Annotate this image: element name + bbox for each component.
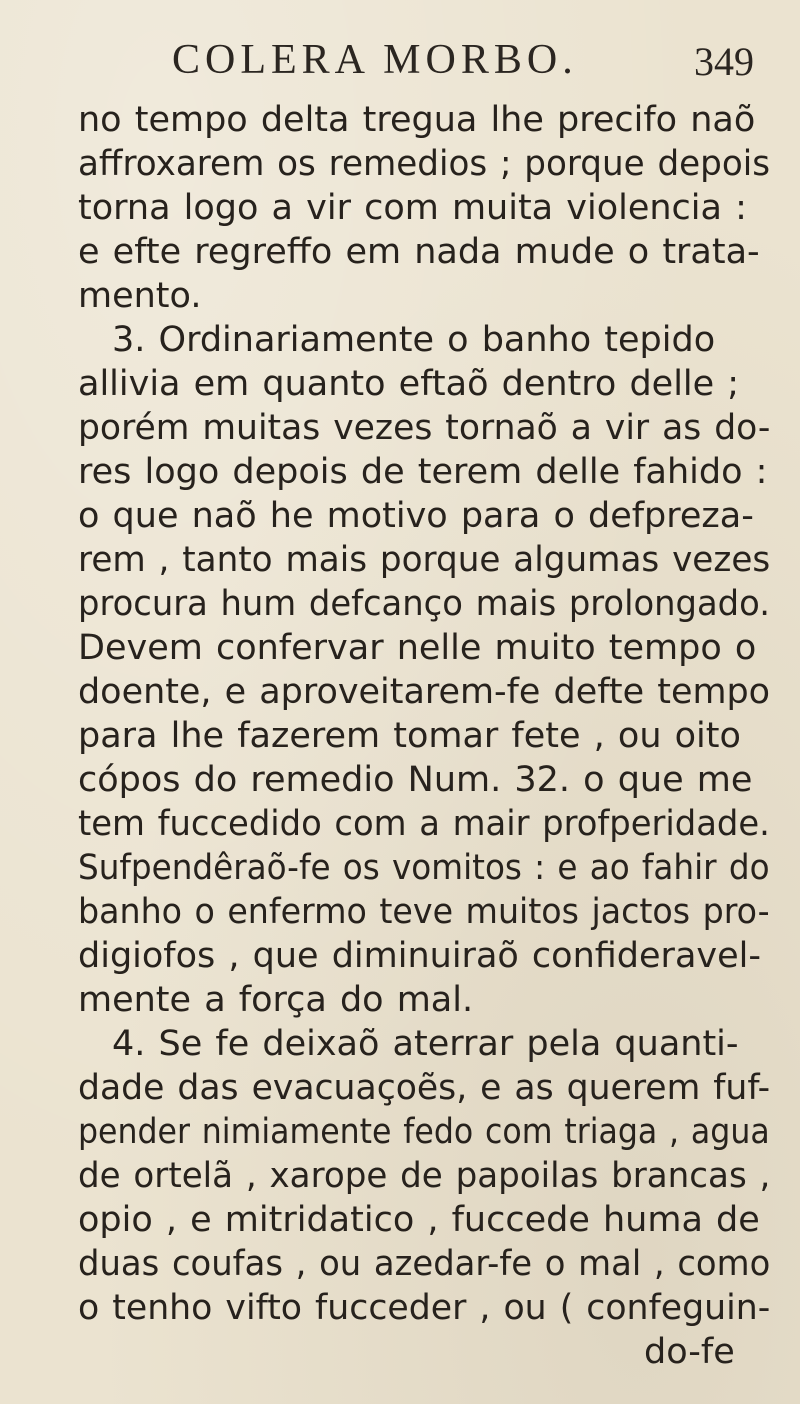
text-line: opio , e mitridatico , fuccede huma de [78,1200,760,1240]
text-line: no tempo delta tregua lhe precifo naõ [78,100,756,140]
text-line: Devem confervar nelle muito tempo o [78,628,757,668]
text-line: torna logo a vir com muita violencia : [78,188,747,228]
text-line: mento. [78,276,202,316]
text-line: affroxarem os remedios ; porque depois [78,144,771,184]
text-line: allivia em quanto eftaõ dentro delle ; [78,364,740,404]
text-line: cópos do remedio Num. 32. o que me [78,760,753,800]
text-line: pender nimiamente fedo com triaga , agua [78,1112,770,1152]
text-line: mente a força do mal. [78,980,474,1020]
text-line: 4. Se fe deixaõ aterrar pela quanti- [112,1024,739,1064]
text-line: res logo depois de terem delle fahido : [78,452,768,492]
text-line: o que naõ he motivo para o defpreza- [78,496,754,536]
running-title: COLERA MORBO. [172,37,578,83]
text-line: rem , tanto mais porque algumas vezes [78,540,771,580]
text-line: e efte regreffo em nada mude o trata- [78,232,760,272]
text-line: o tenho vifto fucceder , ou ( confeguin- [78,1288,771,1328]
text-line: para lhe fazerem tomar fete , ou oito [78,716,741,756]
text-line: banho o enfermo teve muitos jactos pro- [78,892,770,932]
text-line: doente, e aproveitarem-fe defte tempo [78,672,771,712]
catchword: do-fe [644,1332,735,1372]
text-line: porém muitas vezes tornaõ a vir as do- [78,408,771,448]
text-line: Sufpendêraõ-fe os vomitos : e ao fahir do [78,848,770,888]
text-line: 3. Ordinariamente o banho tepido [112,320,716,360]
text-line: de ortelã , xarope de papoilas brancas , [78,1156,771,1196]
text-line: digiofos , que diminuiraõ confideravel- [78,936,761,976]
page-header [0,28,800,88]
text-line: duas coufas , ou azedar-fe o mal , como [78,1244,771,1284]
text-line: procura hum defcanço mais prolongado. [78,584,770,624]
page-number: 349 [694,39,754,84]
text-line: dade das evacuaçoẽs, e as querem fuf- [78,1068,771,1108]
text-line: tem fuccedido com a mair profperidade. [78,804,770,844]
